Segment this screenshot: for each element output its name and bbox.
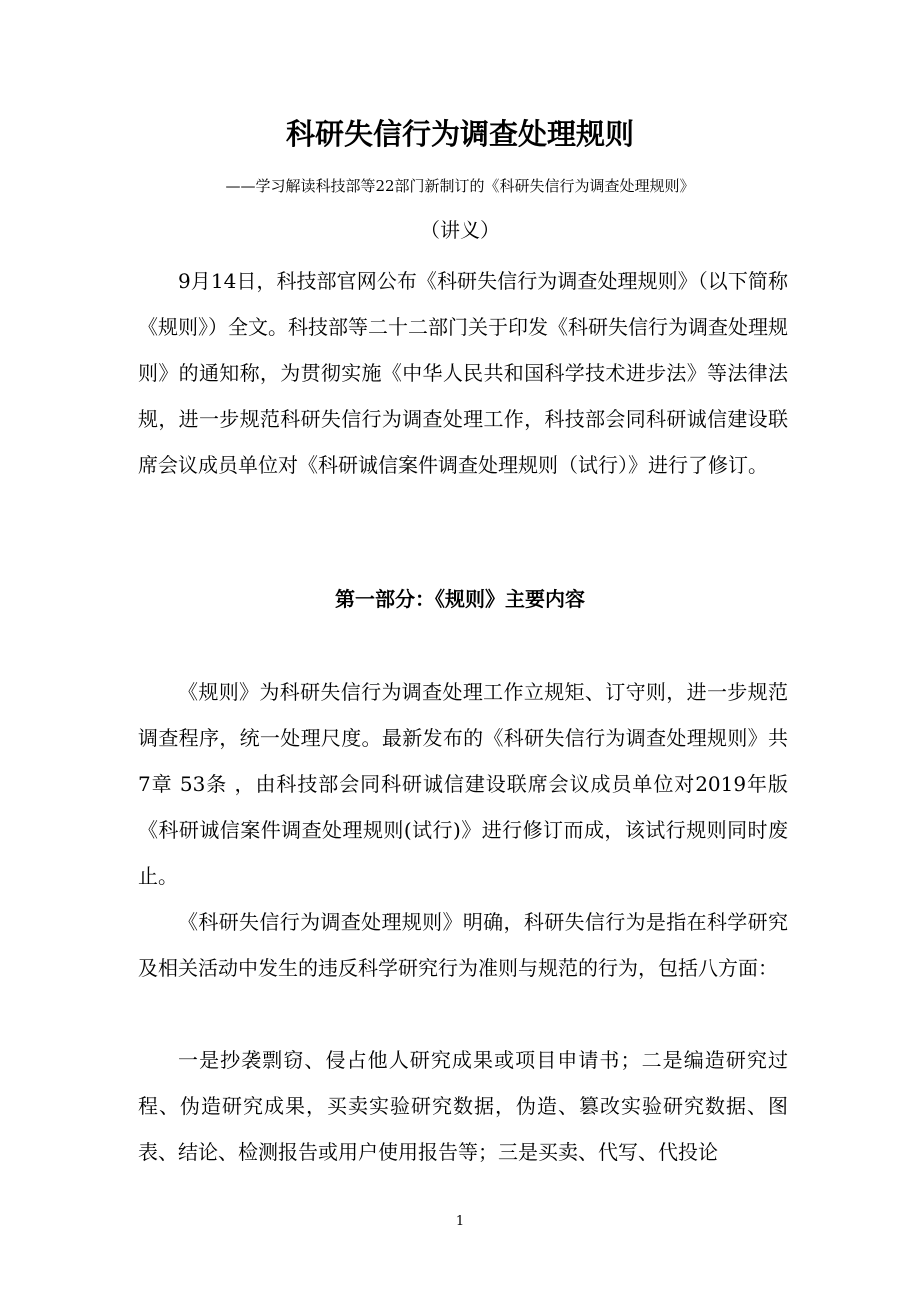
body-paragraph: 一是抄袭剽窃、侵占他人研究成果或项目申请书；二是编造研究过程、伪造研究成果，买卖实验研究数据，伪造、篡改实验研究数据、图表、结论、检测报告或用户使用报告等；三是买卖、代写、代投论 bbox=[138, 1048, 788, 1164]
intro-paragraph: 9月14日，科技部官网公布《科研失信行为调查处理规则》（以下简称《规则》）全文。科技部等二十二部门关于印发《科研失信行为调查处理规则》的通知称，为贯彻实施《中华人民共和国科学技术进步法》等法律法规，进一步规范科研失信行为调查处理工作，科技部会同科研诚信建设联席会议成员单位对《科研诚信案件调查处理规则（试行）》进行了修订。 bbox=[138, 269, 788, 477]
body-paragraph: 《规则》为科研失信行为调查处理工作立规矩、订守则，进一步规范调查程序，统一处理尺度。最新发布的《科研失信行为调查处理规则》共7章 53条 ，由科技部会同科研诚信建设联席会议成员单位对2019年版《科研诚信案件调查处理规则(试行)》进行修订而成，该试行规则同时废止。 bbox=[138, 680, 788, 888]
section-heading: 第一部分：《规则》主要内容 bbox=[335, 587, 585, 611]
document-subtitle: ——学习解读科技部等22部门新制订的《科研失信行为调查处理规则》 bbox=[225, 177, 695, 195]
body-paragraph: 《科研失信行为调查处理规则》明确，科研失信行为是指在科学研究及相关活动中发生的违反科学研究行为准则与规范的行为，包括八方面： bbox=[138, 910, 788, 980]
lecture-note-label: （讲义） bbox=[420, 218, 500, 242]
page-number: 1 bbox=[455, 1214, 465, 1229]
document-title: 科研失信行为调查处理规则 bbox=[285, 117, 634, 151]
